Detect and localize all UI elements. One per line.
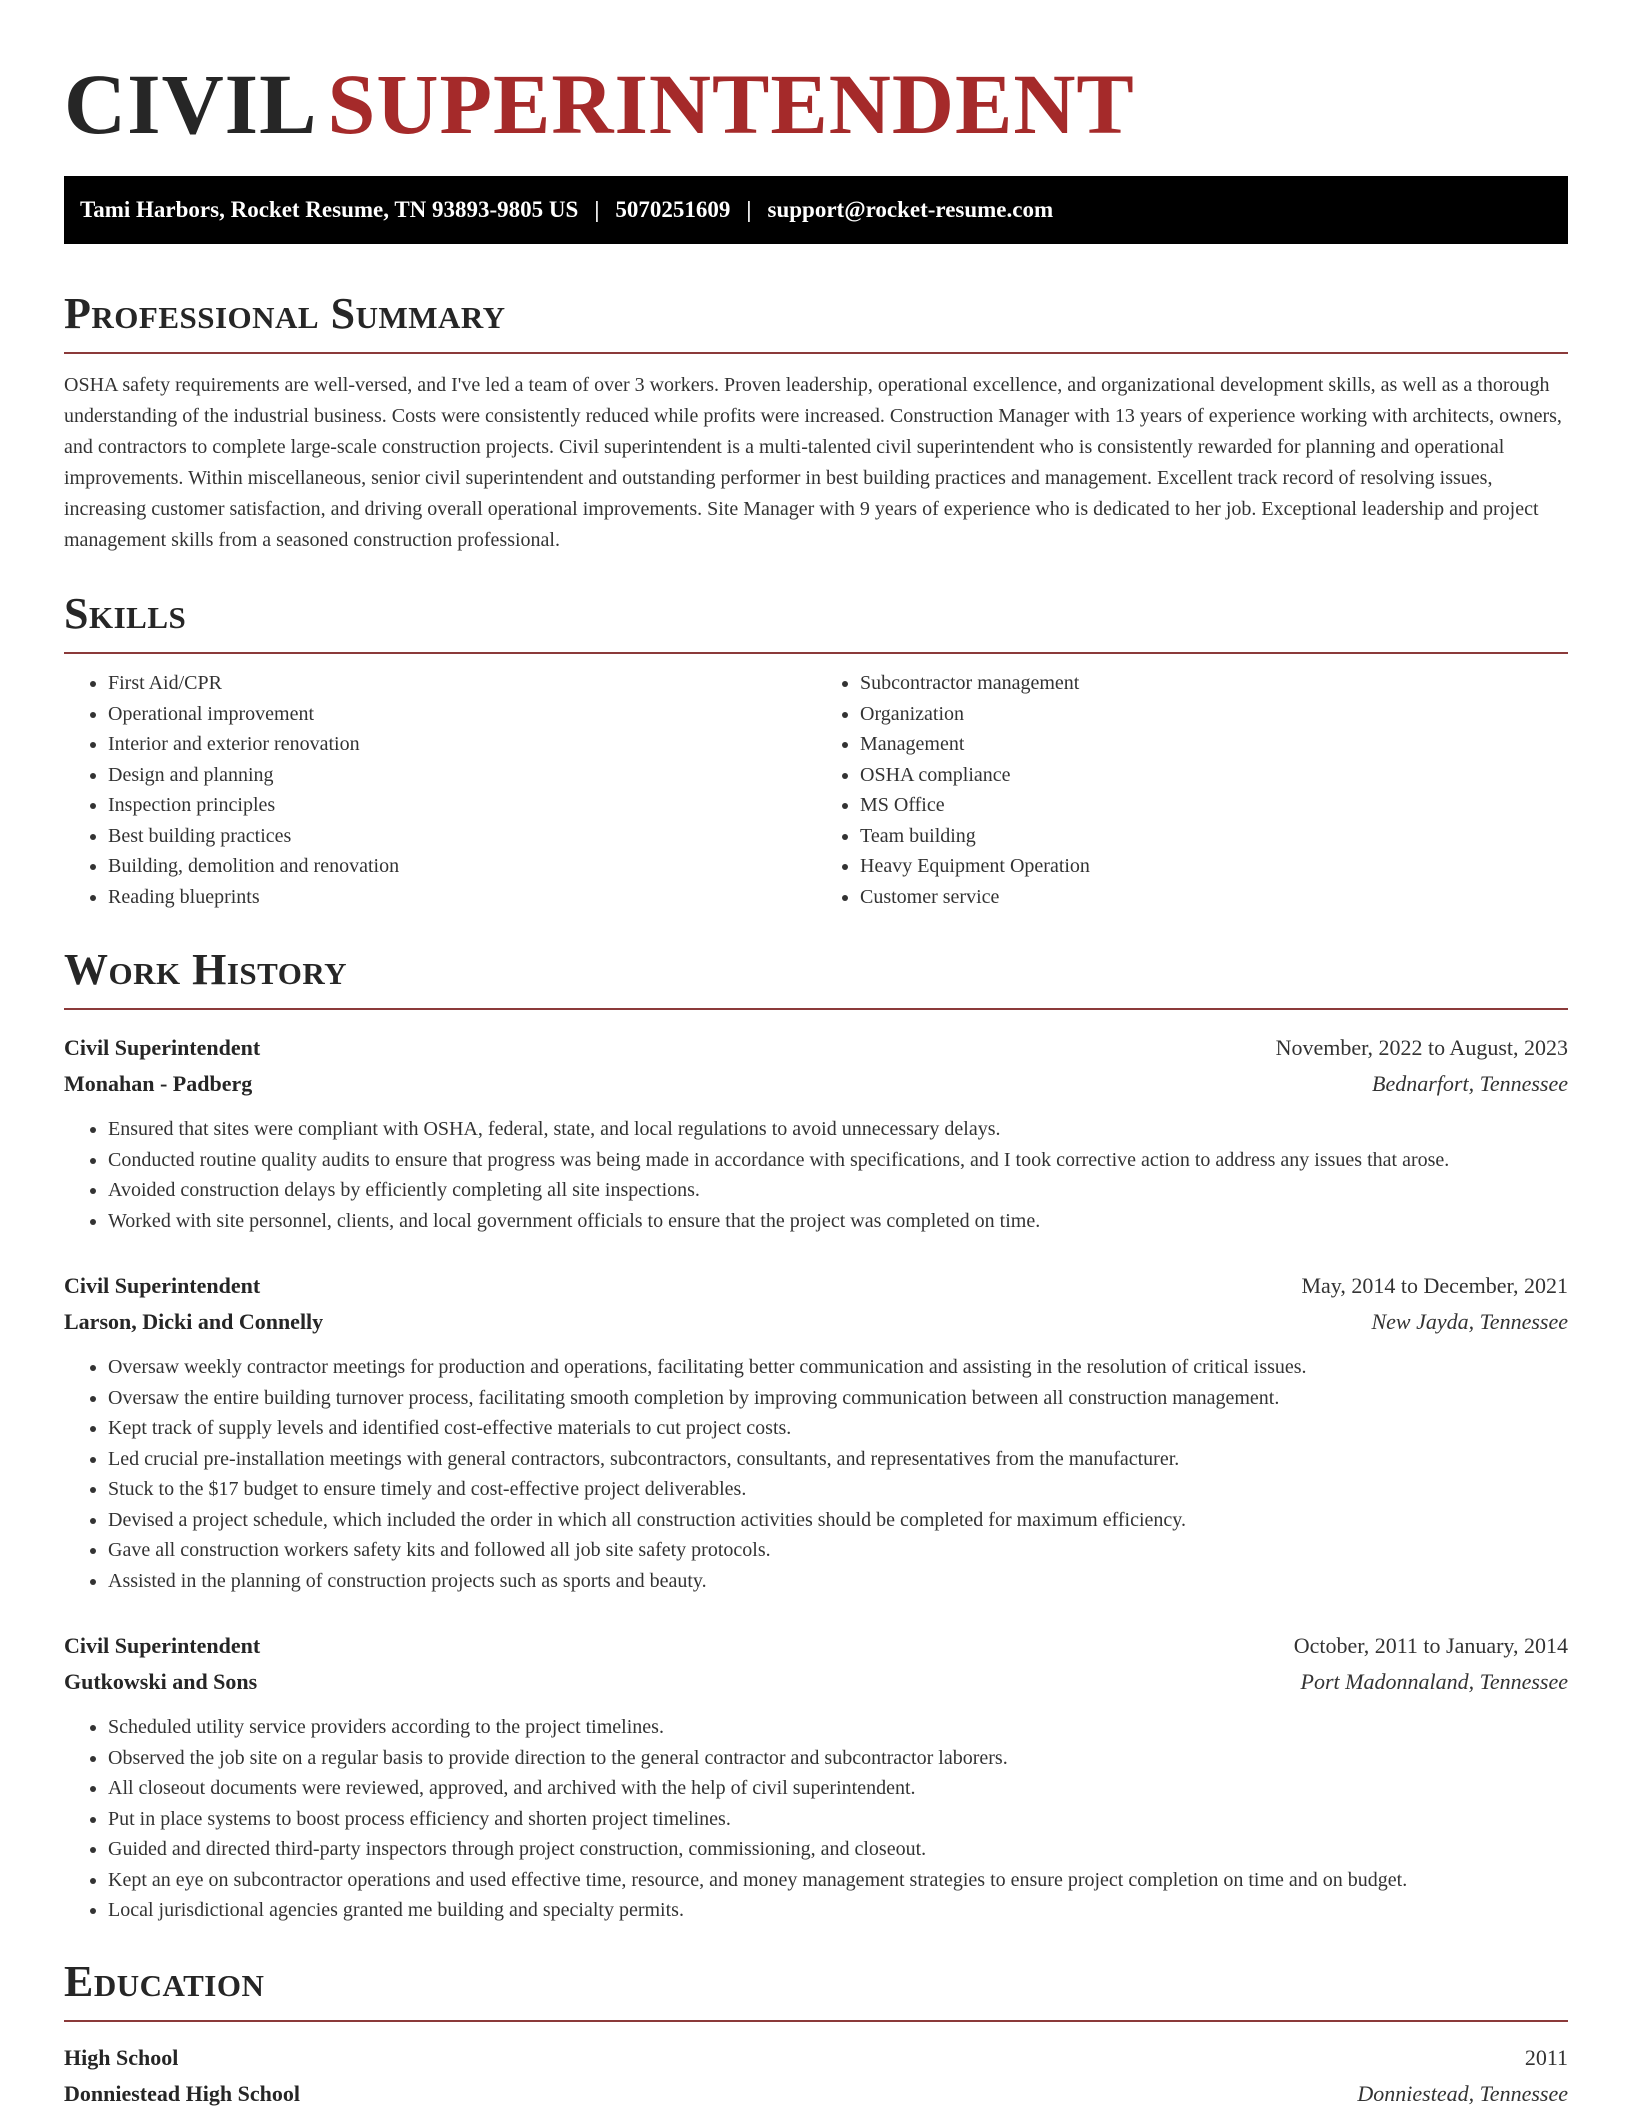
duty-item: • Oversaw weekly contractor meetings for production and operations, facilitating better communication and assisting in the resolution of critical issues. bbox=[108, 1352, 1568, 1383]
work-history-heading: Work History bbox=[64, 940, 1568, 1010]
education-header-row bbox=[64, 2040, 1568, 2076]
education-year: 2011 bbox=[1524, 2044, 1568, 2070]
skill-item: • Inspection principles bbox=[108, 790, 816, 821]
skill-item: • First Aid/CPR bbox=[108, 668, 816, 699]
skill-item: • OSHA compliance bbox=[860, 760, 1568, 791]
job-header-row bbox=[64, 1030, 1568, 1066]
skills-grid bbox=[64, 668, 1568, 912]
skill-item: • Reading blueprints bbox=[108, 882, 816, 913]
job-title: Civil Superintendent bbox=[64, 1633, 261, 1658]
job-duties bbox=[64, 1114, 1568, 1236]
contact-email: support@rocket-resume.com bbox=[767, 197, 1054, 222]
duty-item: • Avoided construction delays by efficiently completing all site inspections. bbox=[108, 1175, 1568, 1206]
duty-item: • Kept an eye on subcontractor operations and used effective time, resource, and money management strategies to ensure project completion on time and on budget. bbox=[108, 1865, 1568, 1896]
education-location: Donniestead, Tennessee bbox=[1357, 2080, 1568, 2106]
job-entry bbox=[64, 1030, 1568, 1236]
skill-item: • Operational improvement bbox=[108, 699, 816, 730]
contact-bar bbox=[64, 176, 1568, 244]
resume-page bbox=[64, 0, 1568, 2112]
title-second-word: SUPERINTENDENT bbox=[327, 56, 1135, 152]
contact-separator: | bbox=[594, 197, 600, 222]
skill-item: • Team building bbox=[860, 821, 1568, 852]
education-entry bbox=[64, 2040, 1568, 2112]
job-company: Monahan - Padberg bbox=[64, 1071, 253, 1096]
contact-phone: 5070251609 bbox=[615, 197, 731, 222]
title-first-word: CIVIL bbox=[64, 56, 318, 152]
job-company: Gutkowski and Sons bbox=[64, 1669, 258, 1694]
skill-item: • Management bbox=[860, 729, 1568, 760]
job-location: New Jayda, Tennessee bbox=[1371, 1309, 1568, 1334]
skills-column-right bbox=[816, 668, 1568, 912]
duty-item: • Kept track of supply levels and identified cost-effective materials to cut project costs. bbox=[108, 1413, 1568, 1444]
duty-item: • Put in place systems to boost process efficiency and shorten project timelines. bbox=[108, 1804, 1568, 1835]
duty-item: • Led crucial pre-installation meetings with general contractors, subcontractors, consultants, and representatives from the manufacturer. bbox=[108, 1444, 1568, 1475]
job-dates: October, 2011 to January, 2014 bbox=[1293, 1633, 1568, 1658]
job-dates: November, 2022 to August, 2023 bbox=[1275, 1035, 1568, 1060]
job-company-row bbox=[64, 1664, 1568, 1700]
skill-item: • Interior and exterior renovation bbox=[108, 729, 816, 760]
duty-item: • Stuck to the $17 budget to ensure timely and cost-effective project deliverables. bbox=[108, 1474, 1568, 1505]
skills-column-left bbox=[64, 668, 816, 912]
job-header-row bbox=[64, 1268, 1568, 1304]
page-title bbox=[64, 0, 1568, 160]
duty-item: • Gave all construction workers safety kits and followed all job site safety protocols. bbox=[108, 1535, 1568, 1566]
skill-item: • MS Office bbox=[860, 790, 1568, 821]
job-location: Bednarfort, Tennessee bbox=[1372, 1071, 1568, 1096]
duty-item: • Guided and directed third-party inspectors through project construction, commissioning, and closeout. bbox=[108, 1834, 1568, 1865]
duty-item: • Ensured that sites were compliant with OSHA, federal, state, and local regulations to avoid unnecessary delays. bbox=[108, 1114, 1568, 1145]
summary-heading: Professional Summary bbox=[64, 284, 1568, 354]
duty-item: • Oversaw the entire building turnover process, facilitating smooth completion by improving communication between all construction management. bbox=[108, 1383, 1568, 1414]
skill-item: • Design and planning bbox=[108, 760, 816, 791]
education-school: Donniestead High School bbox=[64, 2080, 300, 2106]
summary-text: OSHA safety requirements are well-versed, and I've led a team of over 3 workers. Proven leadership, operational excellence, and organizational development skills, as well as a thorough understanding of the industrial business. Costs were consistently reduced while profits were increased. Construction Manager with 13 years of experience working with architects, owners, and contractors to complete large-scale construction projects. Civil superintendent is a multi-talented civil superintendent who is consistently rewarded for planning and operational improvements. Within miscellaneous, senior civil superintendent and outstanding performer in best building practices and management. Excellent track record of resolving issues, increasing customer satisfaction, and driving overall operational improvements. Site Manager with 9 years of experience who is dedicated to her job. Exceptional leadership and project management skills from a seasoned construction professional. bbox=[64, 374, 1562, 551]
skill-item: • Heavy Equipment Operation bbox=[860, 851, 1568, 882]
education-school-row bbox=[64, 2076, 1568, 2112]
contact-address: Tami Harbors, Rocket Resume, TN 93893-9805 US bbox=[80, 197, 579, 222]
duty-item: • Assisted in the planning of construction projects such as sports and beauty. bbox=[108, 1566, 1568, 1597]
job-location: Port Madonnaland, Tennessee bbox=[1300, 1669, 1568, 1694]
duty-item: • All closeout documents were reviewed, approved, and archived with the help of civil superintendent. bbox=[108, 1773, 1568, 1804]
job-duties bbox=[64, 1712, 1568, 1926]
job-company-row bbox=[64, 1066, 1568, 1102]
duty-item: • Devised a project schedule, which included the order in which all construction activities should be completed for maximum efficiency. bbox=[108, 1505, 1568, 1536]
job-title: Civil Superintendent bbox=[64, 1035, 261, 1060]
education-degree: High School bbox=[64, 2044, 179, 2070]
skill-item: • Customer service bbox=[860, 882, 1568, 913]
duty-item: • Observed the job site on a regular basis to provide direction to the general contractor and subcontractor laborers. bbox=[108, 1743, 1568, 1774]
skill-item: • Building, demolition and renovation bbox=[108, 851, 816, 882]
contact-separator: | bbox=[746, 197, 752, 222]
job-header-row bbox=[64, 1628, 1568, 1664]
job-duties bbox=[64, 1352, 1568, 1596]
job-dates: May, 2014 to December, 2021 bbox=[1301, 1273, 1568, 1298]
duty-item: • Conducted routine quality audits to ensure that progress was being made in accordance with specifications, and I took corrective action to address any issues that arose. bbox=[108, 1145, 1568, 1176]
job-company-row bbox=[64, 1304, 1568, 1340]
skill-item: • Subcontractor management bbox=[860, 668, 1568, 699]
job-title: Civil Superintendent bbox=[64, 1273, 261, 1298]
duty-item: • Local jurisdictional agencies granted me building and specialty permits. bbox=[108, 1895, 1568, 1926]
job-entry bbox=[64, 1268, 1568, 1596]
duty-item: • Scheduled utility service providers according to the project timelines. bbox=[108, 1712, 1568, 1743]
job-entry bbox=[64, 1628, 1568, 1926]
skills-heading: Skills bbox=[64, 584, 1568, 654]
skill-item: • Best building practices bbox=[108, 821, 816, 852]
skill-item: • Organization bbox=[860, 699, 1568, 730]
duty-item: • Worked with site personnel, clients, and local government officials to ensure that the project was completed on time. bbox=[108, 1206, 1568, 1237]
education-heading: Education bbox=[64, 1952, 1568, 2022]
job-company: Larson, Dicki and Connelly bbox=[64, 1309, 324, 1334]
